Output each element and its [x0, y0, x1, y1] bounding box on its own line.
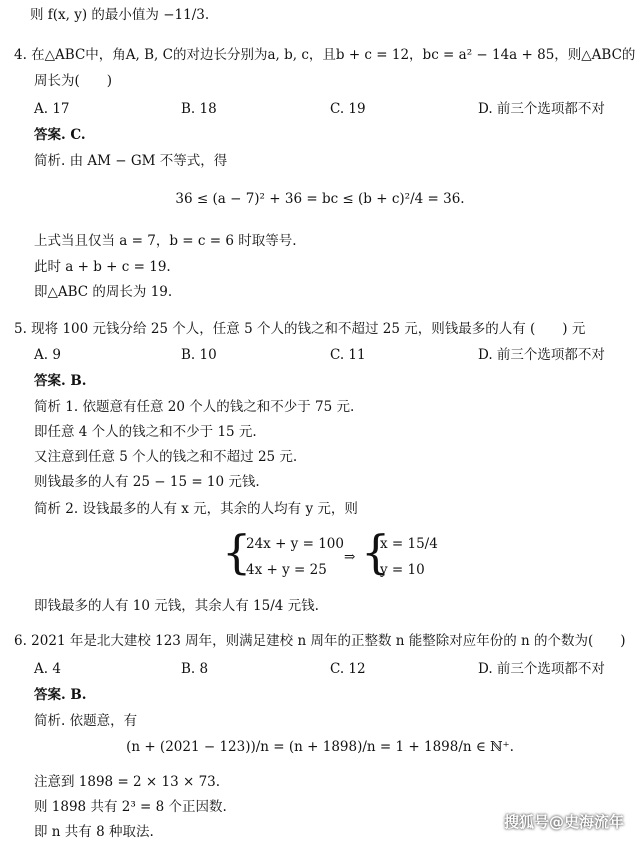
text-line: 答案. B.: [34, 687, 87, 703]
text-line: 6. 2021 年是北大建校 123 周年，则满足建校 n 周年的正整数 n 能整除对应年份的 n 的个数为( ): [14, 633, 626, 649]
implies-arrow: ⇒: [344, 549, 356, 565]
system-sol-1: x = 15/4: [380, 536, 438, 552]
system-eq-2: 4x + y = 25: [246, 562, 327, 578]
text-line: C. 12: [330, 661, 366, 677]
text-line: 此时 a + b + c = 19.: [34, 259, 171, 275]
text-line: B. 10: [181, 347, 217, 363]
text-line: 即△ABC 的周长为 19.: [34, 284, 173, 300]
text-line: A. 9: [34, 347, 61, 363]
text-line: 又注意到任意 5 个人的钱之和不超过 25 元.: [34, 449, 298, 465]
text-line: 周长为( ): [34, 73, 113, 89]
text-line: 简析 2. 设钱最多的人有 x 元，其余的人均有 y 元，则: [34, 501, 358, 517]
text-line: 简析. 依题意，有: [34, 713, 138, 729]
text-line: C. 19: [330, 101, 366, 117]
text-line: 即任意 4 个人的钱之和不少于 15 元.: [34, 424, 257, 440]
system-eq-1: 24x + y = 100: [246, 536, 344, 552]
text-line: 简析. 由 AM − GM 不等式，得: [34, 153, 228, 169]
text-line: 即钱最多的人有 10 元钱，其余人有 15/4 元钱.: [34, 598, 319, 614]
text-line: A. 4: [34, 661, 61, 677]
text-line: 即 n 共有 8 种取法.: [34, 824, 154, 840]
text-line: D. 前三个选项都不对: [478, 347, 605, 363]
text-line: A. 17: [34, 101, 70, 117]
text-line: 注意到 1898 = 2 × 13 × 73.: [34, 774, 221, 790]
text-line: 则 1898 共有 2³ = 8 个正因数.: [34, 799, 227, 815]
text-line: 上式当且仅当 a = 7，b = c = 6 时取等号.: [34, 233, 297, 249]
formula-am-gm: 36 ≤ (a − 7)² + 36 = bc ≤ (b + c)²/4 = 36.: [175, 191, 465, 207]
text-line: D. 前三个选项都不对: [478, 101, 605, 117]
text-line: 答案. B.: [34, 373, 87, 389]
text-line: C. 11: [330, 347, 366, 363]
text-line: 5. 现将 100 元钱分给 25 个人，任意 5 个人的钱之和不超过 25 元，则钱最多的人有 ( ) 元: [14, 321, 586, 337]
right-brace-icon: {: [361, 525, 391, 579]
text-line: B. 8: [181, 661, 209, 677]
text-line: 则 f(x, y) 的最小值为 −11/3.: [30, 7, 210, 23]
left-brace-icon: {: [222, 525, 252, 579]
text-line: 答案. C.: [34, 127, 86, 143]
system-sol-2: y = 10: [380, 562, 425, 578]
text-line: D. 前三个选项都不对: [478, 661, 605, 677]
text-line: B. 18: [181, 101, 217, 117]
text-line: 则钱最多的人有 25 − 15 = 10 元钱.: [34, 474, 260, 490]
formula-divisibility: (n + (2021 − 123))/n = (n + 1898)/n = 1 + 1898/n ∈ ℕ⁺.: [126, 739, 514, 755]
text-line: 4. 在△ABC中，角A, B, C的对边长分别为a, b, c，且b + c = 12，bc = a² − 14a + 85，则△ABC的: [14, 47, 636, 63]
watermark: 搜狐号@史海流年: [503, 813, 624, 831]
text-line: 简析 1. 依题意有任意 20 个人的钱之和不少于 75 元.: [34, 399, 355, 415]
